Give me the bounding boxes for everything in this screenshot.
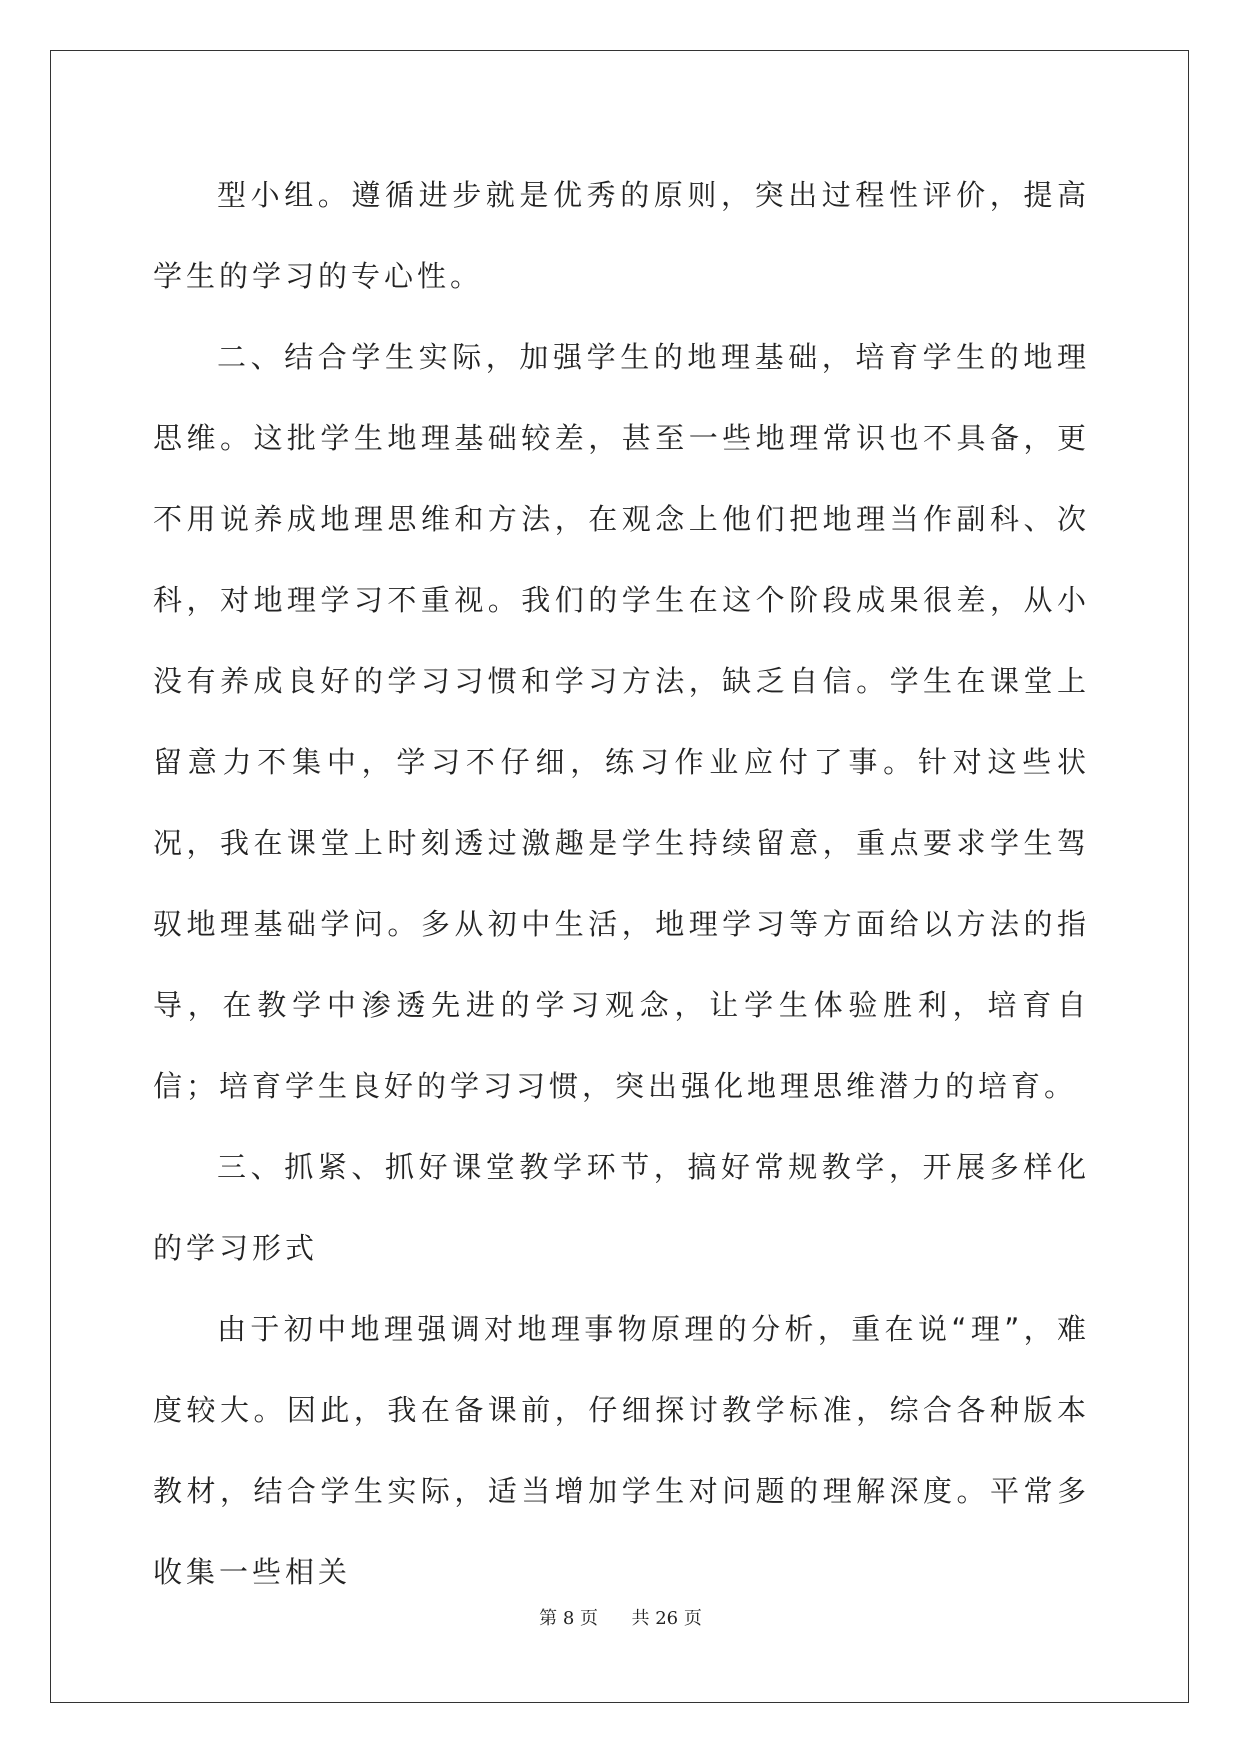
page-number: 第 8 页	[539, 1608, 599, 1629]
page-footer	[0, 1604, 1241, 1630]
total-pages: 共 26 页	[631, 1608, 702, 1629]
paragraph: 型小组。遵循进步就是优秀的原则，突出过程性评价，提高学生的学习的专心性。	[153, 178, 1090, 293]
document-body	[153, 155, 1090, 1613]
paragraph: 由于初中地理强调对地理事物原理的分析，重在说“理”，难度较大。因此，我在备课前，仔细探讨教学标准，综合各种版本教材，结合学生实际，适当增加学生对问题的理解深度。平常多收集一些相关	[153, 1312, 1090, 1589]
paragraph: 三、抓紧、抓好课堂教学环节，搞好常规教学，开展多样化的学习形式	[153, 1150, 1090, 1265]
paragraph: 二、结合学生实际，加强学生的地理基础，培育学生的地理思维。这批学生地理基础较差，甚至一些地理常识也不具备，更不用说养成地理思维和方法，在观念上他们把地理当作副科、次科，对地理学习不重视。我们的学生在这个阶段成果很差，从小没有养成良好的学习习惯和学习方法，缺乏自信。学生在课堂上留意力不集中，学习不仔细，练习作业应付了事。针对这些状况，我在课堂上时刻透过激趣是学生持续留意，重点要求学生驾驭地理基础学问。多从初中生活，地理学习等方面给以方法的指导，在教学中渗透先进的学习观念，让学生体验胜利，培育自信；培育学生良好的学习习惯，突出强化地理思维潜力的培育。	[153, 340, 1090, 1103]
